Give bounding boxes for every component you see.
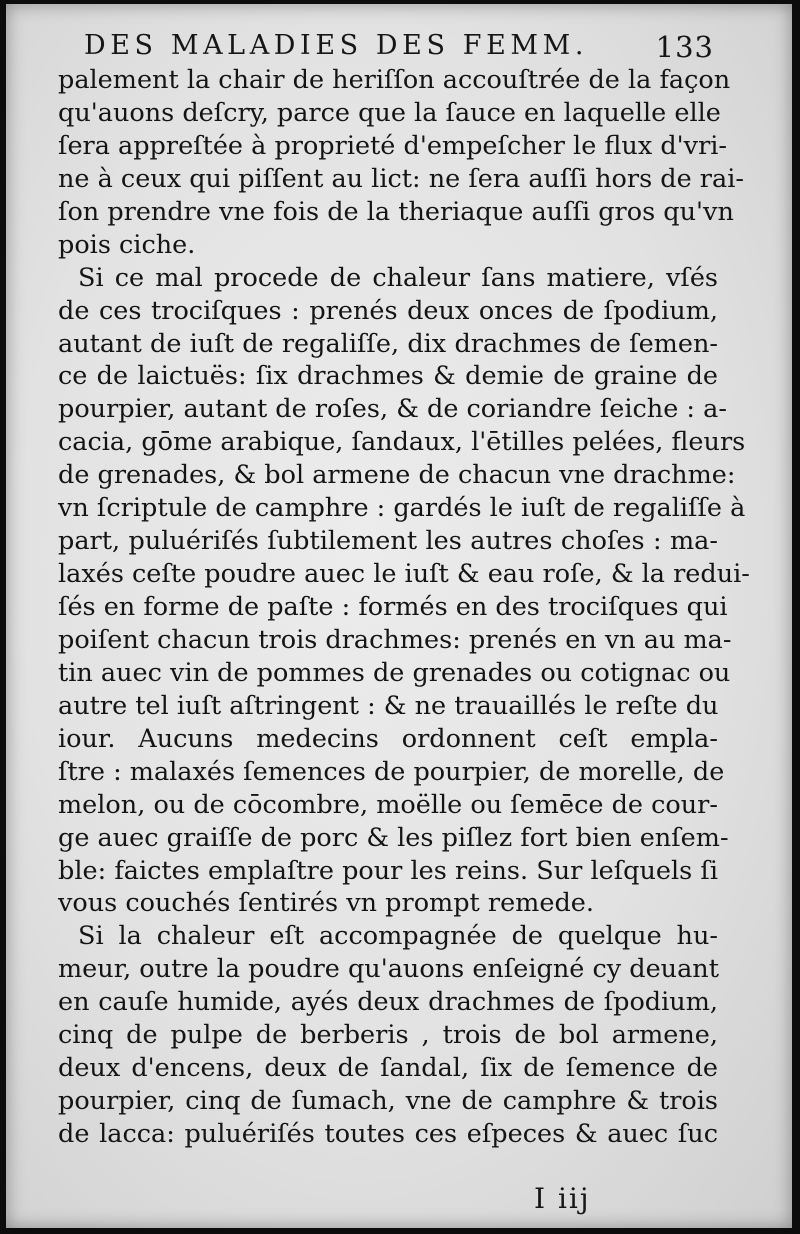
text-line: de grenades, & bol armene de chacun vne drachme:: [58, 460, 736, 491]
text-line: vn ſcriptule de camphre : gardés le iuſt de regaliſſe à: [58, 493, 746, 524]
text-line: melon, ou de cōcombre, moëlle ou ſemēce de cour-: [58, 789, 718, 820]
text-line: pourpier, cinq de ſumach, vne de camphre & trois: [58, 1086, 718, 1117]
text-line: cacia, gōme arabique, ſandaux, l'ētilles pelées, fleurs: [58, 427, 746, 458]
text-line: cinq de pulpe de berberis , trois de bol armene,: [58, 1020, 718, 1051]
text-line: de ces trociſques : prenés deux onces de ſpodium,: [58, 295, 718, 326]
paragraph-start-line: Si la chaleur eſt accompagnée de quelque hu-: [78, 921, 718, 952]
text-line: part, puluériſés ſubtilement les autres choſes : ma-: [58, 526, 718, 557]
text-line: tin auec vin de pommes de grenades ou cotignac ou: [58, 657, 731, 688]
text-line: ſera appreſtée à proprieté d'empeſcher le flux d'vri-: [58, 130, 728, 161]
text-line: pois ciche.: [58, 229, 196, 260]
body-text: [58, 64, 750, 1151]
text-line: vous couchés ſentirés vn prompt remede.: [58, 888, 594, 919]
text-line: deux d'encens, deux de ſandal, ſix de ſemence de: [58, 1053, 718, 1084]
text-line: ble: faictes emplaſtre pour les reins. Sur leſquels ſi: [58, 855, 718, 886]
page-number: 133: [655, 30, 714, 64]
text-line: autre tel iuſt aſtringent : & ne trauaillés le reſte du: [58, 690, 719, 721]
text-line: meur, outre la poudre qu'auons enſeigné cy deuant: [58, 954, 719, 985]
paragraph-start-line: Si ce mal procede de chaleur ſans matiere, vſés: [78, 262, 718, 293]
text-line: ne à ceux qui piſſent au lict: ne ſera auſſi hors de rai-: [58, 163, 744, 194]
text-line: palement la chair de heriſſon accouſtrée de la façon: [58, 65, 731, 95]
text-line: ge auec graiſſe de porc & les piſlez fort bien enſem-: [58, 822, 729, 853]
text-line: autant de iuſt de regaliſſe, dix drachmes de ſemen-: [58, 328, 718, 359]
text-line: poiſent chacun trois drachmes: prenés en vn au ma-: [58, 624, 732, 655]
text-line: iour. Aucuns medecins ordonnent ceſt empla-: [58, 723, 718, 754]
text-line: qu'auons deſcry, parce que la ſauce en laquelle elle: [58, 97, 721, 128]
text-line: de lacca: puluériſés toutes ces eſpeces & auec ſuc: [58, 1119, 718, 1149]
text-line: laxés ceſte poudre auec le iuſt & eau roſe, & la redui-: [58, 559, 750, 590]
text-line: ce de laictuës: ſix drachmes & demie de graine de: [58, 361, 718, 392]
text-line: pourpier, autant de roſes, & de coriandre ſeiche : a-: [58, 394, 727, 425]
running-head: DES MALADIES DES FEMM.: [84, 30, 589, 61]
text-line: ſon prendre vne fois de la theriaque auſſi gros qu'vn: [58, 196, 734, 227]
text-line: ſés en forme de paſte : formés en des trociſques qui: [58, 592, 728, 622]
text-line: en cauſe humide, ayés deux drachmes de ſpodium,: [58, 987, 718, 1018]
book-page: [6, 4, 792, 1228]
text-line: ſtre : malaxés ſemences de pourpier, de morelle, de: [58, 756, 725, 787]
signature-mark: I iij: [534, 1182, 591, 1215]
